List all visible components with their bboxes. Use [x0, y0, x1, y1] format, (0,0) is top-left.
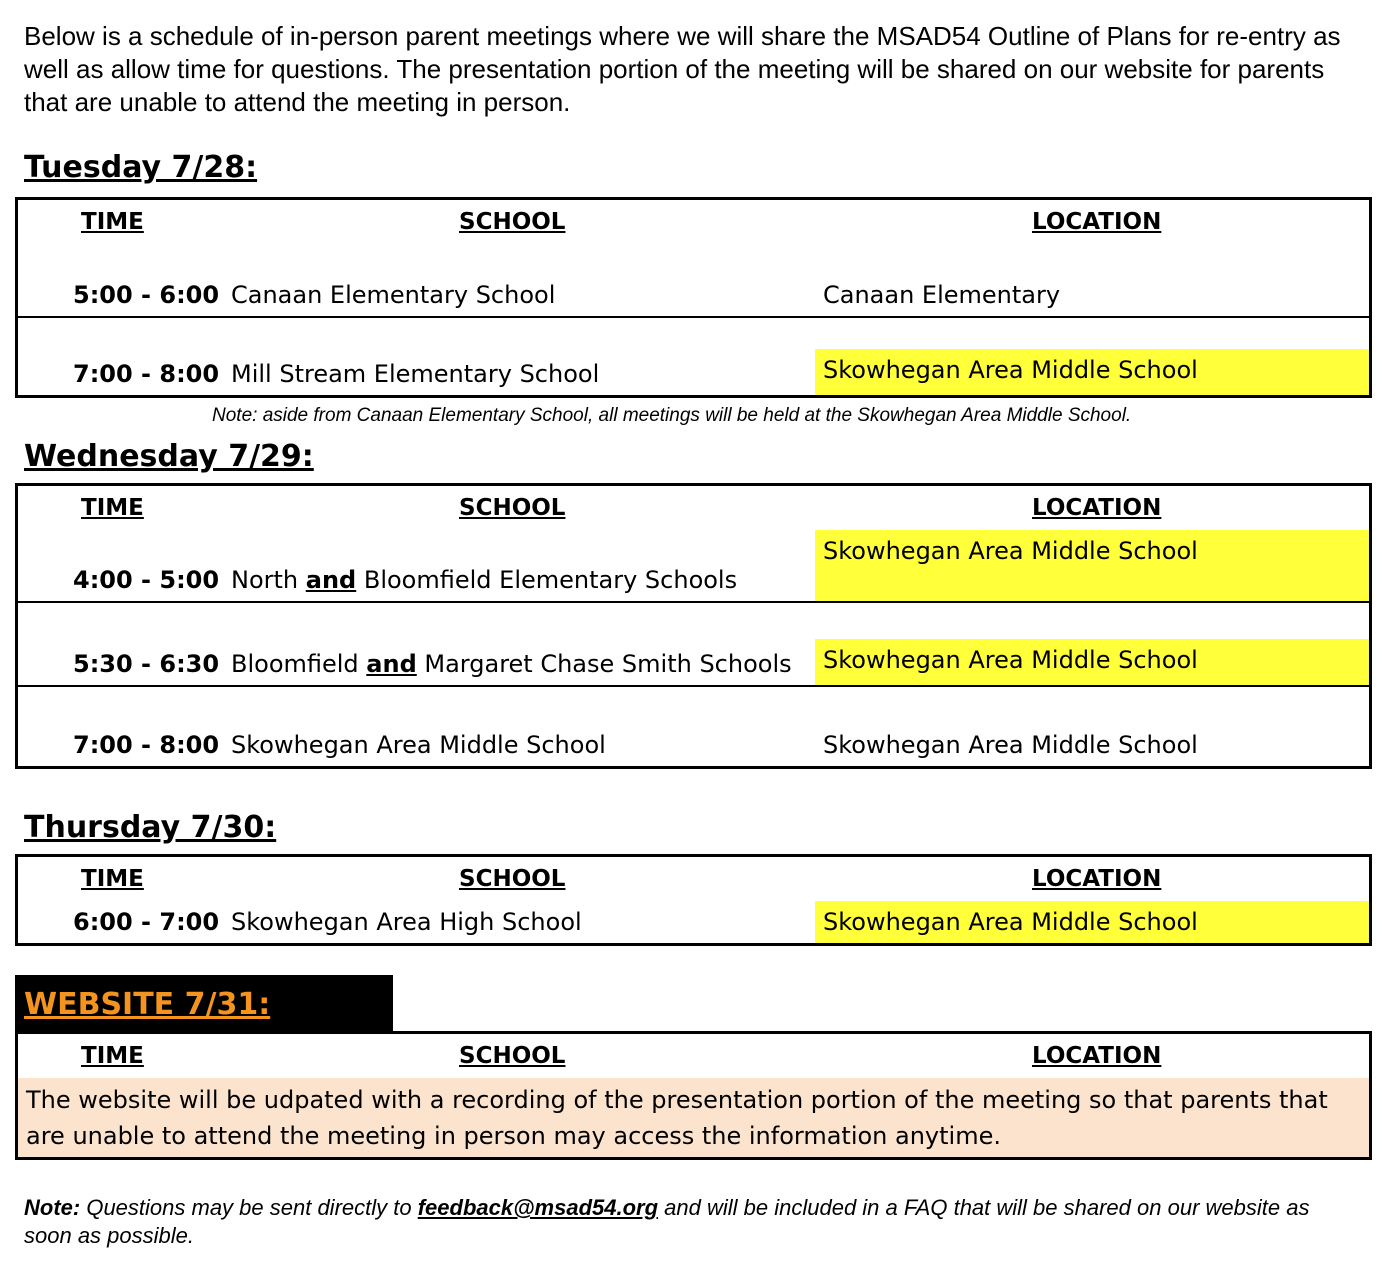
- row-time: 7:00 - 8:00: [73, 360, 220, 388]
- header-location: LOCATION: [1032, 1043, 1162, 1069]
- table-row: [18, 603, 1369, 687]
- website-description: The website will be udpated with a recording of the presentation portion of the meeting so that parents that are unable to attend the meeting in person may access the information anytime.: [18, 1078, 1369, 1157]
- row-location-highlighted: Skowhegan Area Middle School: [815, 639, 1369, 685]
- header-time: TIME: [81, 1043, 144, 1069]
- row-location-highlighted: Skowhegan Area Middle School: [815, 349, 1369, 395]
- tuesday-heading: Tuesday 7/28:: [24, 150, 258, 185]
- row-location: Skowhegan Area Middle School: [823, 731, 1198, 759]
- thursday-heading: Thursday 7/30:: [24, 810, 277, 845]
- footer-note-text-end: and will be included in a FAQ that will be shared on our website as soon as possible.: [24, 1195, 1310, 1248]
- table-row: [18, 318, 1369, 395]
- feedback-email-link[interactable]: feedback@msad54.org: [417, 1195, 659, 1220]
- row-time: 6:00 - 7:00: [73, 908, 220, 936]
- intro-paragraph: Below is a schedule of in-person parent meetings where we will share the MSAD54 Outline of Plans for re-entry as well as allow time for questions. The presentation portion of the meeting will be shared on our website for parents that are unable to attend the meeting in person.: [24, 21, 1341, 117]
- footer-note-text: Questions may be sent directly to: [80, 1195, 418, 1220]
- row-school: North and Bloomfield Elementary Schools: [231, 566, 738, 594]
- row-school: Bloomfield and Margaret Chase Smith Schools: [231, 650, 792, 678]
- website-table: [15, 1031, 1372, 1160]
- header-location: LOCATION: [1032, 866, 1162, 892]
- header-school: SCHOOL: [459, 209, 566, 235]
- row-time: 4:00 - 5:00: [73, 566, 220, 594]
- tuesday-table: [15, 197, 1372, 398]
- row-school: Skowhegan Area High School: [231, 908, 582, 936]
- header-time: TIME: [81, 866, 144, 892]
- tuesday-note: Note: aside from Canaan Elementary School, all meetings will be held at the Skowhegan Area Middle School.: [212, 405, 1132, 426]
- header-time: TIME: [81, 209, 144, 235]
- table-row: [18, 486, 1369, 603]
- website-heading: WEBSITE 7/31:: [24, 987, 271, 1022]
- website-heading-bar: [15, 975, 393, 1031]
- row-location-highlighted: Skowhegan Area Middle School: [815, 901, 1369, 943]
- wednesday-table: [15, 483, 1372, 769]
- row-location: Canaan Elementary: [823, 281, 1061, 309]
- row-time: 7:00 - 8:00: [73, 731, 220, 759]
- wednesday-heading: Wednesday 7/29:: [24, 439, 314, 474]
- header-location: LOCATION: [1032, 209, 1162, 235]
- row-school: Skowhegan Area Middle School: [231, 731, 606, 759]
- row-school: Mill Stream Elementary School: [231, 360, 600, 388]
- footer-note-label: Note:: [24, 1195, 81, 1220]
- header-location: LOCATION: [1032, 495, 1162, 521]
- table-row: [18, 857, 1369, 943]
- table-header: [18, 1034, 1369, 1078]
- thursday-table: [15, 854, 1372, 946]
- row-school: Canaan Elementary School: [231, 281, 556, 309]
- table-row: [18, 687, 1369, 766]
- header-school: SCHOOL: [459, 866, 566, 892]
- header-time: TIME: [81, 495, 144, 521]
- header-school: SCHOOL: [459, 495, 566, 521]
- row-time: 5:30 - 6:30: [73, 650, 220, 678]
- header-school: SCHOOL: [459, 1043, 566, 1069]
- row-time: 5:00 - 6:00: [73, 281, 220, 309]
- footer-note: [24, 1194, 1354, 1250]
- row-location-highlighted: Skowhegan Area Middle School: [815, 530, 1369, 601]
- table-row: [18, 200, 1369, 318]
